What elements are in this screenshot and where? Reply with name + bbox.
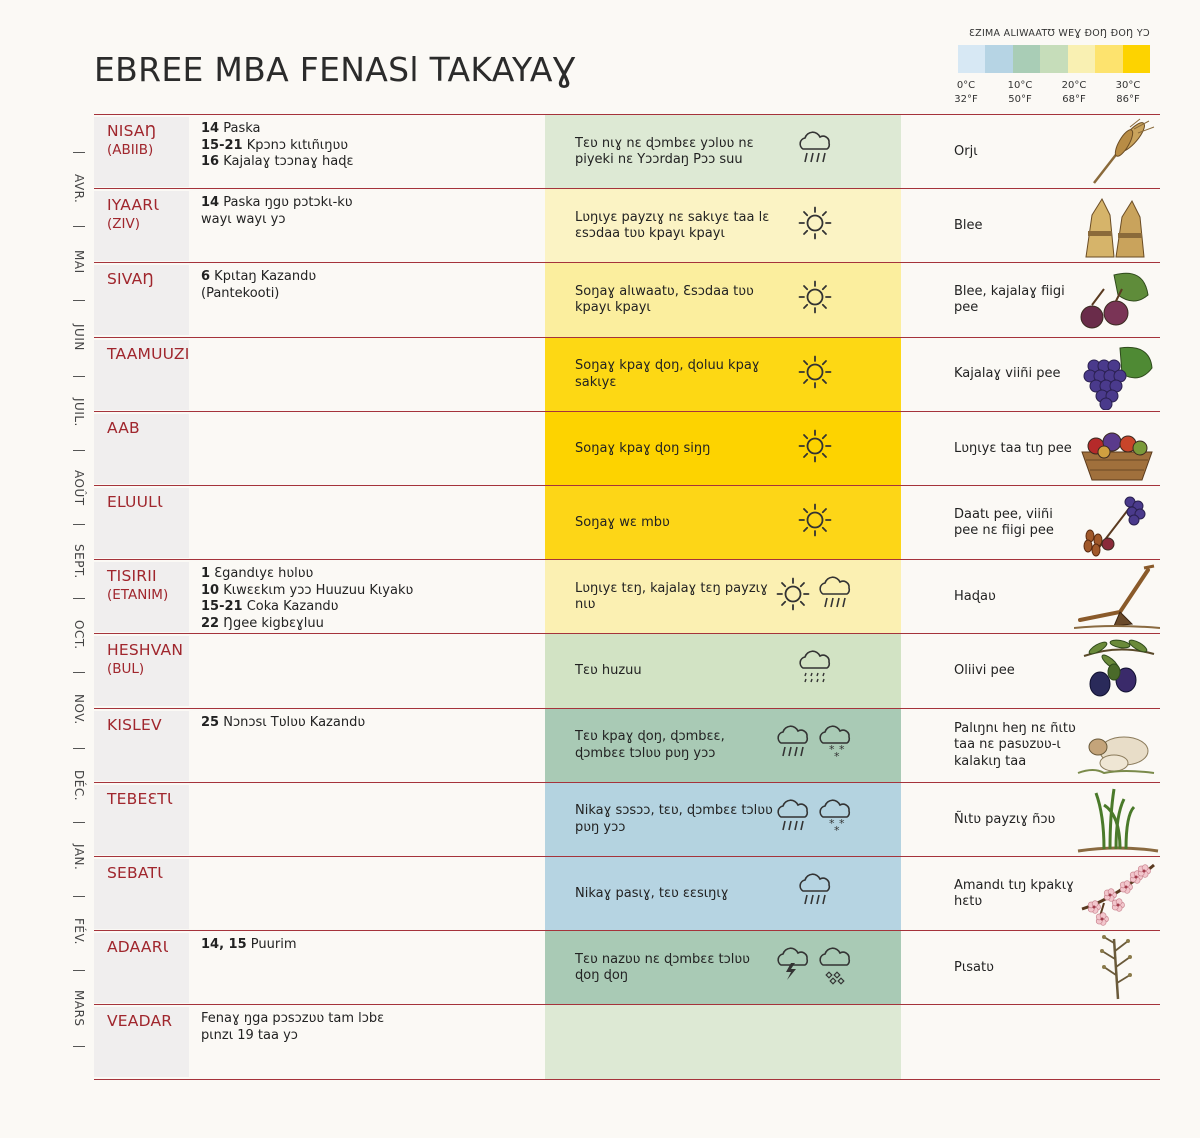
legend-tick <box>946 79 986 107</box>
climate-text: Soŋaɣ kpaɣ ɖoŋ, ɖoluu kpaɣ sakɩyɛ <box>575 358 760 390</box>
hebrew-month-alt-name: (ZIV) <box>107 216 140 233</box>
legend-tick <box>1108 79 1148 107</box>
plow-icon <box>1074 562 1160 632</box>
event-text: Ŋgee kigbɛɣluu <box>219 615 324 631</box>
event-line <box>201 937 521 954</box>
legend-color-bar <box>958 45 1150 73</box>
climate-text: Tɛʋ nazʋʋ nɛ ɖɔmbɛɛ tɔlʋʋ ɖoŋ ɖoŋ <box>575 951 750 984</box>
calendar-row <box>94 783 1160 857</box>
climate-cell <box>545 189 901 263</box>
climate-cell <box>545 783 901 857</box>
crop-text: Haɖaʋ <box>954 588 996 604</box>
legend-tick-fahrenheit: 32°F <box>954 94 978 105</box>
event-date: 1 <box>201 566 211 582</box>
climate-cell <box>545 115 901 189</box>
hebrew-month-alt-name: (BUL) <box>107 661 145 678</box>
rain-icon <box>797 871 837 913</box>
legend-tick-celsius: 10°C <box>1007 80 1033 91</box>
calendar-row <box>94 486 1160 560</box>
legend-swatch <box>1095 45 1122 73</box>
month-cell <box>94 488 189 558</box>
svg-text:*: * <box>839 742 845 756</box>
flax-icon <box>1074 933 1160 1003</box>
month-separator-tick <box>73 226 85 227</box>
climate-cell <box>545 486 901 560</box>
event-text: (Pantekooti) <box>201 285 280 301</box>
event-line <box>201 212 521 229</box>
legend-swatch <box>1013 45 1040 73</box>
month-cell <box>94 1007 189 1077</box>
month-separator-tick <box>73 748 85 749</box>
legend-tick <box>1054 79 1094 107</box>
row-divider <box>94 1079 1160 1080</box>
event-date: 10 <box>201 582 220 598</box>
calendar-row <box>94 412 1160 486</box>
sun-icon <box>797 428 837 470</box>
hebrew-month-name: ADAARƖ <box>107 938 169 957</box>
gregorian-month-label: MAI <box>72 250 86 274</box>
sun-icon <box>797 502 837 544</box>
gregorian-month-label: JUIN <box>72 324 86 351</box>
fruit-basket-icon <box>1074 414 1160 484</box>
crop-text: Ñɩtʋ payzɩɣ ñɔʋ <box>954 811 1056 827</box>
climate-text: Nikaɣ pasɩɣ, tɛʋ ɛɛsɩŋɩɣ <box>575 885 729 901</box>
month-cell <box>94 191 189 261</box>
calendar-row <box>94 338 1160 412</box>
hebrew-month-name: NISAŊ <box>107 122 157 140</box>
temperature-legend <box>954 28 1150 107</box>
gregorian-month-label: NOV. <box>72 694 86 725</box>
events-list <box>201 937 521 954</box>
hebrew-month-name: ELUULƖ <box>107 493 163 511</box>
month-separator-tick <box>73 152 85 153</box>
event-line <box>201 286 521 303</box>
event-text: Kɩwɛɛkɩm yɔɔ Huuzuu Kɩyakʋ <box>219 582 414 598</box>
legend-tick-fahrenheit: 86°F <box>1116 94 1140 105</box>
climate-cell <box>545 709 901 783</box>
gregorian-month-label: DÉC. <box>72 770 86 802</box>
event-text: Kajalaɣ tɔɔnaɣ haɖɛ <box>219 154 354 169</box>
gregorian-month-label: JAN. <box>72 844 86 871</box>
climate-cell <box>545 931 901 1005</box>
sun-icon <box>775 576 815 618</box>
events-list <box>201 566 521 632</box>
event-date: 16 <box>201 154 220 169</box>
snow-icon <box>817 797 857 839</box>
svg-text:*: * <box>834 749 840 763</box>
event-line <box>201 599 521 616</box>
calendar-row <box>94 115 1160 189</box>
event-line <box>201 154 521 171</box>
event-line <box>201 195 521 212</box>
rain-icon <box>797 129 837 171</box>
crop-text: Orjɩ <box>954 143 978 159</box>
hebrew-month-name: AAB <box>107 418 140 437</box>
month-cell <box>94 117 189 187</box>
event-date: 25 <box>201 714 220 730</box>
sun-icon <box>797 279 837 321</box>
crop-text: Palɩŋnɩ heŋ nɛ ñɩtʋ taa nɛ pasʋzʋʋ-ɩ kalakɩŋ taa <box>954 720 1076 769</box>
climate-text: Lʋŋɩyɛ tɛŋ, kajalaɣ tɛŋ payzɩɣ nɩʋ <box>575 580 768 613</box>
rain-icon <box>817 574 857 616</box>
event-text: Nɔnɔsɩ Tʋlʋʋ Kazandʋ <box>219 714 366 730</box>
rain-icon <box>797 648 837 690</box>
climate-cell <box>545 560 901 634</box>
month-cell <box>94 859 189 929</box>
hebrew-month-name: VEADAR <box>107 1012 173 1031</box>
event-date: 15-21 <box>201 137 243 153</box>
event-line <box>201 121 521 138</box>
events-list <box>201 715 521 732</box>
hebrew-month-name: TAAMUUZI <box>107 344 190 363</box>
climate-cell <box>545 263 901 337</box>
crop-text: Blee, kajalaɣ fiigi pee <box>954 283 1065 316</box>
month-separator-tick <box>73 672 85 673</box>
climate-cell <box>545 634 901 708</box>
event-line <box>201 1011 521 1028</box>
legend-tick-celsius: 30°C <box>1115 80 1141 91</box>
climate-cell <box>545 338 901 412</box>
legend-tick-celsius: 20°C <box>1061 80 1087 91</box>
month-cell <box>94 562 189 632</box>
sheep-icon <box>1074 711 1160 781</box>
event-text: Paska ŋgʋ pɔtɔkɩ-kʋ <box>219 195 353 211</box>
event-text: Paska <box>219 121 261 136</box>
event-text: pɩnzɩ 19 taa yɔ <box>201 1027 298 1043</box>
climate-text: Lʋŋɩyɛ payzɩɣ nɛ sakɩyɛ taa lɛ ɛsɔdaa tʋʋ kpayɩ kpayɩ <box>575 209 770 242</box>
gregorian-month-label: AOÛT <box>72 470 86 506</box>
calendar-row <box>94 857 1160 931</box>
event-line <box>201 566 521 583</box>
month-separator-tick <box>73 1046 85 1047</box>
climate-cell <box>545 1005 901 1079</box>
event-text: Ɛgandɩyɛ hʋlʋʋ <box>210 566 314 582</box>
gregorian-month-label: MARS <box>72 990 86 1027</box>
month-separator-tick <box>73 300 85 301</box>
crop-text: Oliivi pee <box>954 663 1015 679</box>
event-text: wayɩ wayɩ yɔ <box>201 211 286 227</box>
rain-icon <box>775 723 815 765</box>
legend-ticks <box>954 73 1150 107</box>
climate-text: Soŋaɣ wɛ mbʋ <box>575 514 670 530</box>
gregorian-month-label: SEPT. <box>72 544 86 579</box>
wheat-sheaves-icon <box>1074 191 1160 261</box>
climate-text: Soŋaɣ alɩwaatʋ, Ɛsɔdaa tʋʋ kpayɩ kpayɩ <box>575 283 754 316</box>
calendar-row <box>94 1005 1160 1079</box>
calendar-row <box>94 189 1160 263</box>
page-title: EBREE MBA FENASl TAKAYAƔ <box>94 50 576 89</box>
hebrew-month-name: SEBATƖ <box>107 864 163 882</box>
svg-text:*: * <box>829 816 835 830</box>
month-cell <box>94 340 189 410</box>
hebrew-month-name: TEBEƐTƖ <box>107 789 173 808</box>
calendar-row <box>94 709 1160 783</box>
gregorian-month-label: JUIL. <box>72 398 86 427</box>
event-text: Kpɔnɔ kɩtɩñɩŋʋʋ <box>242 137 348 153</box>
crop-text: Pɩsatʋ <box>954 959 994 975</box>
climate-text: Tɛʋ nɩɣ nɛ ɖɔmbɛɛ yɔlʋʋ nɛ piyeki nɛ Yɔɔrdaŋ Pɔɔ suu <box>575 135 754 167</box>
legend-swatch <box>985 45 1012 73</box>
event-line <box>201 715 521 732</box>
svg-text:*: * <box>839 816 845 830</box>
event-text: Puurim <box>246 937 297 953</box>
almond-blossom-icon <box>1074 859 1160 929</box>
figs-icon <box>1074 265 1160 335</box>
calendar-row <box>94 560 1160 634</box>
month-separator-tick <box>73 524 85 525</box>
sun-icon <box>797 205 837 247</box>
climate-text: Tɛʋ huzuu <box>575 663 642 679</box>
crop-text: Lʋŋɩyɛ taa tɩŋ pee <box>954 440 1072 456</box>
month-separator-tick <box>73 896 85 897</box>
event-line <box>201 269 521 286</box>
svg-text:*: * <box>829 742 835 756</box>
month-cell <box>94 711 189 781</box>
sun-icon <box>797 354 837 396</box>
calendar-row <box>94 634 1160 708</box>
month-separator-tick <box>73 376 85 377</box>
hail-icon <box>817 945 857 987</box>
climate-text: Tɛʋ kpaɣ ɖoŋ, ɖɔmbɛɛ, ɖɔmbɛɛ tɔlʋʋ pʋŋ yɔɔ <box>575 729 725 761</box>
events-list <box>201 121 521 171</box>
legend-tick-celsius: 0°C <box>956 80 976 91</box>
legend-swatch <box>1068 45 1095 73</box>
hebrew-month-name: TISIRII <box>107 567 157 586</box>
event-date: 15-21 <box>201 599 243 615</box>
hebrew-month-alt-name: (ETANIM) <box>107 587 169 604</box>
legend-title: ƐZIMA ALIWAATƱ WEƔ ƉOŊ ƉOŊ YƆ <box>969 28 1150 39</box>
legend-tick-fahrenheit: 68°F <box>1062 94 1086 105</box>
event-line <box>201 616 521 633</box>
crop-text: Amandɩ tɩŋ kpakɩɣ hɛtʋ <box>954 877 1074 909</box>
climate-cell <box>545 857 901 931</box>
gregorian-month-label: FÉV. <box>72 918 86 945</box>
events-list <box>201 195 521 228</box>
climate-text: Nikaɣ sɔsɔɔ, tɛʋ, ɖɔmbɛɛ tɔlʋʋ pʋŋ yɔɔ <box>575 803 773 835</box>
grapes-icon <box>1074 340 1160 410</box>
month-separator-tick <box>73 822 85 823</box>
gregorian-month-label: OCT. <box>72 620 86 650</box>
month-cell <box>94 785 189 855</box>
legend-swatch <box>1040 45 1067 73</box>
month-separator-tick <box>73 598 85 599</box>
hebrew-month-name: HESHVAN <box>107 641 184 660</box>
month-separator-tick <box>73 450 85 451</box>
event-date: 14 <box>201 121 220 136</box>
event-line <box>201 583 521 600</box>
event-date: 6 <box>201 269 211 285</box>
event-date: 22 <box>201 615 220 631</box>
month-separator-tick <box>73 970 85 971</box>
rain-icon <box>775 797 815 839</box>
olives-icon <box>1074 636 1160 706</box>
events-list <box>201 269 521 302</box>
event-date: 14 <box>201 195 220 211</box>
calendar-row <box>94 263 1160 337</box>
dates-grapes-icon <box>1074 488 1160 558</box>
month-cell <box>94 933 189 1003</box>
crop-text: Daatɩ pee, viiñi pee nɛ fiigi pee <box>954 506 1054 538</box>
legend-swatch <box>958 45 985 73</box>
barley-icon <box>1074 117 1160 187</box>
legend-tick <box>1000 79 1040 107</box>
event-line <box>201 1028 521 1045</box>
event-text: Fenaɣ ŋga pɔsɔzʋʋ tam lɔbɛ <box>201 1011 385 1027</box>
event-text: Kpɩtaŋ Kazandʋ <box>210 269 317 285</box>
gregorian-months-column <box>62 114 98 1064</box>
calendar-row <box>94 931 1160 1005</box>
event-line <box>201 138 521 155</box>
svg-text:*: * <box>834 823 840 837</box>
hebrew-month-name: IYAARƖ <box>107 196 159 215</box>
month-cell <box>94 636 189 706</box>
grass-icon <box>1074 785 1160 855</box>
legend-tick-fahrenheit: 50°F <box>1008 94 1032 105</box>
snow-icon <box>817 723 857 765</box>
storm-icon <box>775 945 815 987</box>
crop-text: Blee <box>954 217 983 233</box>
events-list <box>201 1011 521 1044</box>
month-cell <box>94 414 189 484</box>
month-cell <box>94 265 189 335</box>
gregorian-month-label: AVR. <box>72 174 86 204</box>
hebrew-month-name: KISLEV <box>107 715 162 734</box>
event-text: Coka Kazandʋ <box>242 599 339 615</box>
legend-swatch <box>1123 45 1150 73</box>
climate-text: Soŋaɣ kpaɣ ɖoŋ siŋŋ <box>575 440 711 456</box>
event-date: 14, 15 <box>201 937 247 953</box>
crop-text: Kajalaɣ viiñi pee <box>954 366 1061 382</box>
hebrew-month-name: SIVAŊ <box>107 270 155 289</box>
climate-cell <box>545 412 901 486</box>
hebrew-month-alt-name: (ABIIB) <box>107 142 154 158</box>
